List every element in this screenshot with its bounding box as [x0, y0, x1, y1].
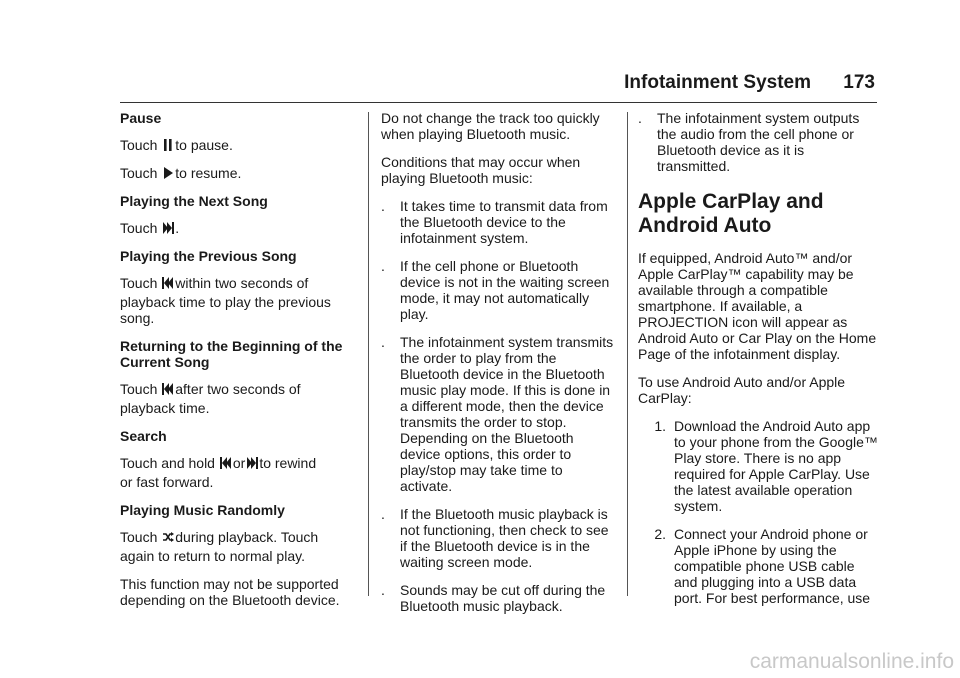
beginning-heading: Returning to the Beginning of the Current Song [120, 338, 343, 370]
list-item [638, 526, 878, 606]
bullet-text: If the cell phone or Bluetooth device is not in the waiting screen mode, it may not automatically play. [400, 258, 610, 322]
instruction-text: Touch [120, 220, 158, 236]
previous-instruction [120, 275, 356, 291]
instruction-text: Touch [120, 529, 158, 545]
resume-instruction [120, 165, 356, 181]
list-item [381, 582, 617, 614]
column-middle [381, 110, 617, 626]
step-number: 1. [654, 418, 666, 434]
carplay-usage-paragraph: To use Android Auto and/or Apple CarPlay: [638, 374, 846, 406]
column-left [120, 110, 356, 620]
previous-song-heading: Playing the Previous Song [120, 248, 297, 264]
bullet-text: The infotainment system transmits the order to play from the Bluetooth device in the Bluetooth music play mode. If this is done in a different mode, then the device transmits the order to stop. Depending on the Bluetooth device options, this order to play/stop may take time to activate. [400, 334, 614, 494]
random-instruction [120, 529, 356, 545]
instruction-text: to rewind [259, 455, 317, 471]
previous-track-icon [220, 456, 232, 470]
next-track-icon [162, 221, 174, 235]
list-item [638, 110, 878, 174]
page-number: 173 [843, 72, 875, 93]
list-item [381, 258, 617, 322]
conditions-paragraph: Conditions that may occur when playing Bluetooth music: [381, 154, 581, 186]
next-instruction [120, 220, 356, 236]
previous-instruction-cont: playback time to play the previous song. [120, 294, 331, 326]
bullet-text: It takes time to transmit data from the Bluetooth device to the infotainment system. [400, 198, 608, 246]
bullet-mark: . [638, 110, 642, 126]
bullet-mark: . [381, 334, 385, 350]
list-item [381, 334, 617, 494]
step-text: Connect your Android phone or Apple iPhone by using the compatible phone USB cable and plugging into a USB data port. For best performance, use [674, 526, 871, 606]
pause-icon [162, 138, 174, 152]
random-heading: Playing Music Randomly [120, 502, 285, 518]
instruction-text: to pause. [175, 137, 233, 153]
support-note: This function may not be supported depending on the Bluetooth device. [120, 576, 340, 608]
instruction-text: within two seconds of [175, 275, 309, 291]
bullet-mark: . [381, 258, 385, 274]
step-text: Download the Android Auto app to your phone from the Google™ Play store. There is no app required for Apple CarPlay. Use the latest available operation system. [674, 418, 878, 514]
instruction-text: Touch [120, 137, 158, 153]
intro-paragraph: Do not change the track too quickly when playing Bluetooth music. [381, 110, 600, 142]
header-title: Infotainment System [624, 72, 811, 93]
instruction-text: . [175, 220, 180, 236]
column-divider [368, 112, 369, 596]
section-title: Apple CarPlay and Android Auto [638, 190, 824, 237]
instruction-text: Touch [120, 165, 158, 181]
bullet-text: The infotainment system outputs the audio from the cell phone or Bluetooth device as it is transmitted. [657, 110, 860, 174]
bullet-text: If the Bluetooth music playback is not functioning, then check to see if the Bluetooth device is in the waiting screen mode. [400, 506, 609, 570]
beginning-instruction [120, 381, 356, 397]
pause-heading: Pause [120, 110, 162, 126]
instruction-text: Touch and hold [120, 455, 215, 471]
bullet-mark: . [381, 582, 385, 598]
watermark: carmanualsonline.info [749, 650, 954, 673]
bullet-mark: . [381, 198, 385, 214]
list-item [381, 506, 617, 570]
previous-track-icon [162, 382, 174, 396]
beginning-instruction-cont: playback time. [120, 400, 210, 416]
instruction-text: or [232, 455, 246, 471]
list-item [381, 198, 617, 246]
instruction-text: Touch [120, 381, 158, 397]
instruction-text: during playback. Touch [175, 529, 319, 545]
column-divider [627, 112, 628, 596]
instruction-text: after two seconds of [175, 381, 301, 397]
next-track-icon [246, 456, 258, 470]
shuffle-icon [162, 530, 174, 544]
instruction-text: to resume. [175, 165, 242, 181]
pause-instruction [120, 137, 356, 153]
search-instruction [120, 455, 356, 471]
search-instruction-cont: or fast forward. [120, 474, 214, 490]
bullet-mark: . [381, 506, 385, 522]
step-number: 2. [654, 526, 666, 542]
play-icon [162, 166, 174, 180]
previous-track-icon [162, 276, 174, 290]
list-item [638, 418, 878, 514]
carplay-paragraph: If equipped, Android Auto™ and/or Apple CarPlay™ capability may be available through a compatible smartphone. If available, a PROJECTION icon will appear as Android Auto or Car Play on the Home Page of the infotainment display. [638, 250, 877, 362]
column-right [638, 110, 878, 618]
random-instruction-cont: again to return to normal play. [120, 548, 305, 564]
instruction-text: Touch [120, 275, 158, 291]
bullet-text: Sounds may be cut off during the Bluetooth music playback. [400, 582, 606, 614]
search-heading: Search [120, 428, 167, 444]
page-header [120, 72, 877, 103]
next-song-heading: Playing the Next Song [120, 193, 268, 209]
